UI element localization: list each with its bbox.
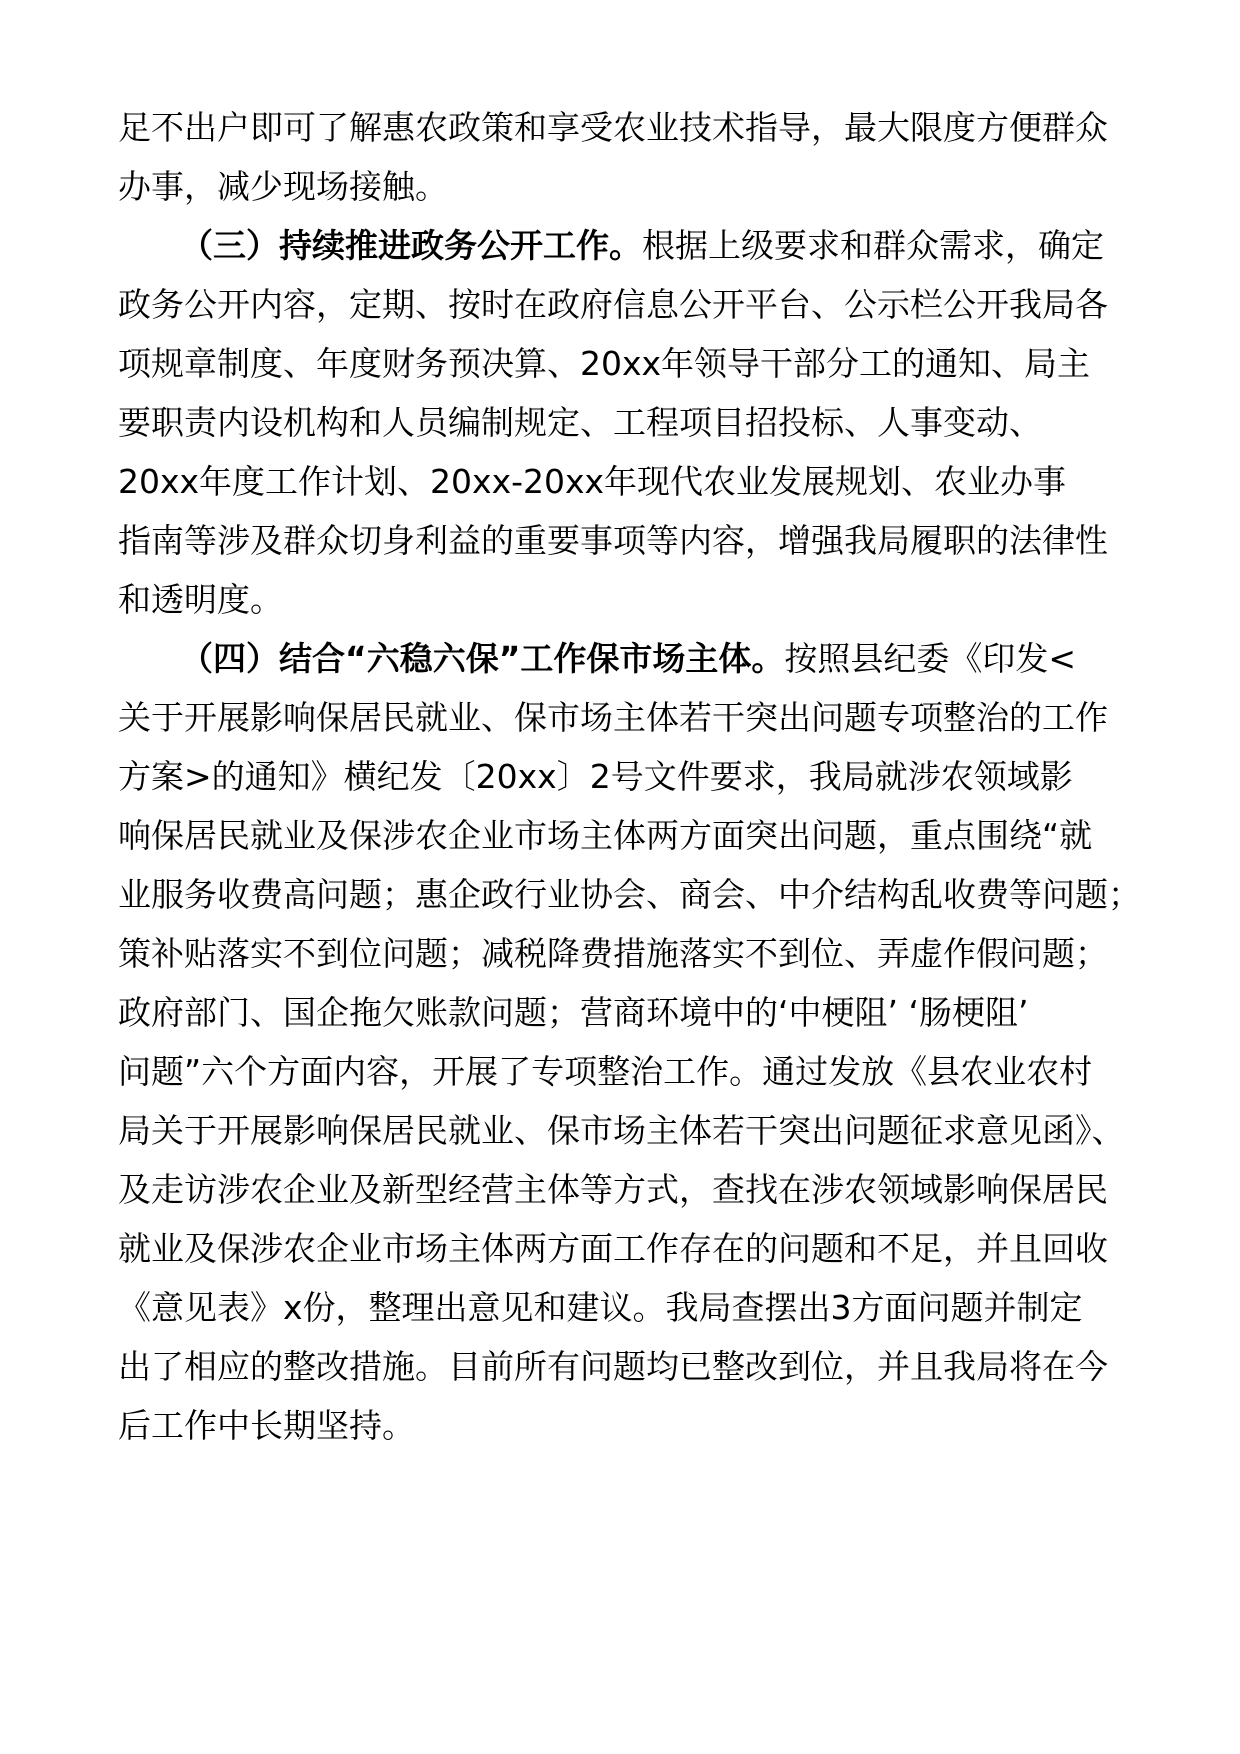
paragraph-line: 指南等涉及群众切身利益的重要事项等内容，增强我局履职的法律性: [118, 521, 1108, 560]
paragraph-line: 足不出户即可了解惠农政策和享受农业技术指导，最大限度方便群众: [118, 108, 1108, 147]
section-heading-3: （三）持续推进政务公开工作。: [180, 226, 642, 265]
paragraph-line: 《意见表》x份，整理出意见和建议。我局查摆出3方面问题并制定: [118, 1288, 1083, 1327]
paragraph-line: 政务公开内容，定期、按时在政府信息公开平台、公示栏公开我局各: [118, 285, 1108, 324]
paragraph-first-line: [180, 213, 1104, 279]
paragraph-line: 20xx年度工作计划、20xx-20xx年现代农业发展规划、农业办事: [118, 462, 1067, 501]
paragraph-line: 就业及保涉农企业市场主体两方面工作存在的问题和不足，并且回收: [118, 1229, 1108, 1268]
paragraph-line: 业服务收费高问题；惠企政行业协会、商会、中介结构乱收费等问题；: [118, 875, 1141, 914]
paragraph-line: 及走访涉农企业及新型经营主体等方式，查找在涉农领域影响保居民: [118, 1170, 1108, 1209]
paragraph-line: 后工作中长期坚持。: [118, 1406, 415, 1445]
paragraph-line: 局关于开展影响保居民就业、保市场主体若干突出问题征求意见函》、: [118, 1111, 1125, 1150]
paragraph-text: 根据上级要求和群众需求，确定: [642, 226, 1104, 265]
paragraph-line: 方案>的通知》横纪发〔20xx〕2号文件要求，我局就涉农领域影: [118, 757, 1073, 796]
paragraph-line: 政府部门、国企拖欠账款问题；营商环境中的‘中梗阻’ ‘肠梗阻’: [118, 993, 1029, 1032]
paragraph-first-line: [180, 626, 1076, 692]
paragraph-line: 项规章制度、年度财务预决算、20xx年领导干部分工的通知、局主: [118, 344, 1091, 383]
paragraph-line: 关于开展影响保居民就业、保市场主体若干突出问题专项整治的工作: [118, 698, 1108, 737]
paragraph-line: 办事，减少现场接触。: [118, 167, 448, 206]
paragraph-line: 策补贴落实不到位问题；减税降费措施落实不到位、弄虚作假问题；: [118, 934, 1108, 973]
paragraph-line: 响保居民就业及保涉农企业市场主体两方面突出问题，重点围绕“就: [118, 816, 1093, 855]
paragraph-line: 问题”六个方面内容，开展了专项整治工作。通过发放《县农业农村: [118, 1052, 1093, 1091]
paragraph-line: 出了相应的整改措施。目前所有问题均已整改到位，并且我局将在今: [118, 1347, 1108, 1386]
paragraph-line: 要职责内设机构和人员编制规定、工程项目招投标、人事变动、: [118, 403, 1042, 442]
paragraph-line: 和透明度。: [118, 580, 283, 619]
paragraph-text: 按照县纪委《印发<: [784, 639, 1077, 678]
section-heading-4: （四）结合“六稳六保”工作保市场主体。: [180, 639, 785, 678]
